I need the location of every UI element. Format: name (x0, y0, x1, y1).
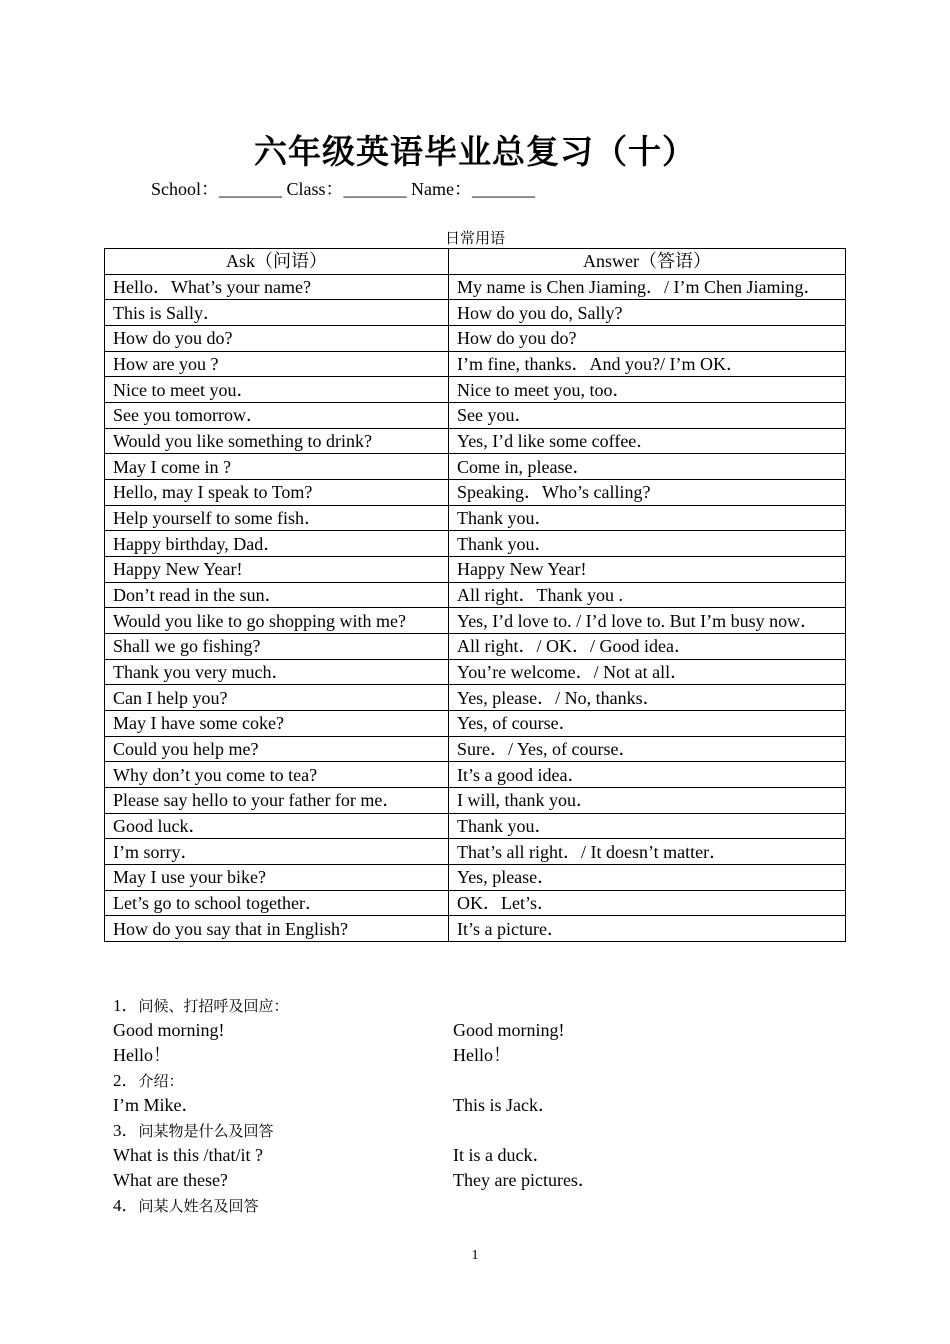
dialogue-prompt: What is this /that/it ? (113, 1145, 263, 1165)
answer-cell: Thank you． (449, 531, 846, 557)
answer-cell: I’m fine, thanks．And you?/ I’m OK． (449, 351, 846, 377)
section-number: 1． (113, 996, 139, 1015)
ask-cell: May I come in ? (105, 454, 449, 480)
table-row (105, 608, 846, 634)
ask-cell: Good luck． (105, 813, 449, 839)
dialogue-pair (113, 1093, 853, 1118)
dialogue-response: They are pictures． (453, 1170, 596, 1190)
table-row (105, 480, 846, 506)
column-header-ask: Ask（问语） (105, 249, 449, 275)
table-row (105, 736, 846, 762)
column-header-answer: Answer（答语） (449, 249, 846, 275)
answer-cell: OK．Let’s． (449, 890, 846, 916)
section-number: 4． (113, 1196, 139, 1215)
dialogue-pair (113, 1143, 853, 1168)
answer-cell: You’re welcome．/ Not at all． (449, 659, 846, 685)
ask-cell: See you tomorrow． (105, 403, 449, 429)
section-title: 问候、打招呼及回应： (138, 997, 289, 1015)
daily-phrases-table (104, 248, 846, 942)
table-row (105, 377, 846, 403)
section-number: 2． (113, 1071, 139, 1090)
table-row (105, 839, 846, 865)
answer-cell: Yes, I’d like some coffee． (449, 428, 846, 454)
section-title: 问某人姓名及回答 (138, 1197, 259, 1215)
table-row (105, 300, 846, 326)
table-row (105, 711, 846, 737)
answer-cell: Yes, please． (449, 865, 846, 891)
ask-cell: I’m sorry． (105, 839, 449, 865)
dialogue-pair (113, 1018, 853, 1043)
dialogue-response: Hello！ (453, 1045, 511, 1065)
ask-cell: How are you ? (105, 351, 449, 377)
answer-cell: All right．/ OK．/ Good idea． (449, 634, 846, 660)
ask-cell: Please say hello to your father for me． (105, 788, 449, 814)
section-heading (113, 993, 853, 1018)
ask-cell: Help yourself to some fish． (105, 505, 449, 531)
answer-cell: All right．Thank you . (449, 582, 846, 608)
page-number: 1 (471, 1248, 479, 1263)
dialogue-prompt: What are these? (113, 1170, 228, 1190)
dialogue-response: This is Jack． (453, 1095, 556, 1115)
dialogue-response: Good morning! (453, 1020, 565, 1040)
answer-cell: I will, thank you． (449, 788, 846, 814)
ask-cell: Let’s go to school together． (105, 890, 449, 916)
answer-cell: It’s a good idea． (449, 762, 846, 788)
table-row (105, 634, 846, 660)
page-title: 六年级英语毕业总复习（十） (254, 132, 696, 171)
table-row (105, 326, 846, 352)
answer-cell: Speaking．Who’s calling? (449, 480, 846, 506)
table-row (105, 428, 846, 454)
answer-cell: Sure．/ Yes, of course． (449, 736, 846, 762)
student-info-line: School：_______ Class：_______ Name：_______ (151, 179, 535, 199)
ask-cell: Happy New Year! (105, 557, 449, 583)
ask-cell: Can I help you? (105, 685, 449, 711)
answer-cell: Come in, please． (449, 454, 846, 480)
ask-cell: Happy birthday, Dad． (105, 531, 449, 557)
answer-cell: Yes, of course． (449, 711, 846, 737)
table-header-row (105, 249, 846, 275)
answer-cell: How do you do? (449, 326, 846, 352)
section-heading (113, 1118, 853, 1143)
ask-cell: This is Sally． (105, 300, 449, 326)
answer-cell: Yes, I’d love to. / I’d love to. But I’m busy now． (449, 608, 846, 634)
ask-cell: Nice to meet you． (105, 377, 449, 403)
table-row (105, 865, 846, 891)
table-row (105, 788, 846, 814)
table-row (105, 351, 846, 377)
table-row (105, 557, 846, 583)
table-row (105, 582, 846, 608)
answer-cell: My name is Chen Jiaming．/ I’m Chen Jiaming． (449, 274, 846, 300)
answer-cell: Thank you． (449, 813, 846, 839)
ask-cell: Shall we go fishing? (105, 634, 449, 660)
answer-cell: Yes, please．/ No, thanks． (449, 685, 846, 711)
table-row (105, 505, 846, 531)
table-caption: 日常用语 (444, 229, 505, 247)
section-heading (113, 1193, 853, 1218)
dialogue-prompt: I’m Mike． (113, 1095, 200, 1115)
answer-cell: Thank you． (449, 505, 846, 531)
ask-cell: Would you like something to drink? (105, 428, 449, 454)
answer-cell: That’s all right．/ It doesn’t matter． (449, 839, 846, 865)
ask-cell: Why don’t you come to tea? (105, 762, 449, 788)
table-row (105, 403, 846, 429)
ask-cell: How do you say that in English? (105, 916, 449, 942)
ask-cell: Hello, may I speak to Tom? (105, 480, 449, 506)
section-number: 3． (113, 1121, 139, 1140)
table-row (105, 762, 846, 788)
dialogue-pair (113, 1168, 853, 1193)
ask-cell: Could you help me? (105, 736, 449, 762)
answer-cell: How do you do, Sally? (449, 300, 846, 326)
ask-cell: Would you like to go shopping with me? (105, 608, 449, 634)
dialogue-response: It is a duck． (453, 1145, 551, 1165)
dialogue-sections (113, 993, 853, 1218)
dialogue-prompt: Hello！ (113, 1045, 171, 1065)
section-title: 问某物是什么及回答 (138, 1122, 274, 1140)
table-row (105, 531, 846, 557)
ask-cell: How do you do? (105, 326, 449, 352)
ask-cell: May I have some coke? (105, 711, 449, 737)
table-row (105, 813, 846, 839)
answer-cell: Happy New Year! (449, 557, 846, 583)
table-row (105, 916, 846, 942)
ask-cell: Don’t read in the sun． (105, 582, 449, 608)
dialogue-prompt: Good morning! (113, 1020, 225, 1040)
ask-cell: May I use your bike? (105, 865, 449, 891)
table-row (105, 274, 846, 300)
answer-cell: It’s a picture． (449, 916, 846, 942)
ask-cell: Hello．What’s your name? (105, 274, 449, 300)
table-row (105, 890, 846, 916)
table-row (105, 454, 846, 480)
table-row (105, 685, 846, 711)
answer-cell: See you． (449, 403, 846, 429)
ask-cell: Thank you very much． (105, 659, 449, 685)
table-body (105, 274, 846, 941)
dialogue-pair (113, 1043, 853, 1068)
section-title: 介绍： (138, 1072, 184, 1090)
table-row (105, 659, 846, 685)
section-heading (113, 1068, 853, 1093)
answer-cell: Nice to meet you, too． (449, 377, 846, 403)
